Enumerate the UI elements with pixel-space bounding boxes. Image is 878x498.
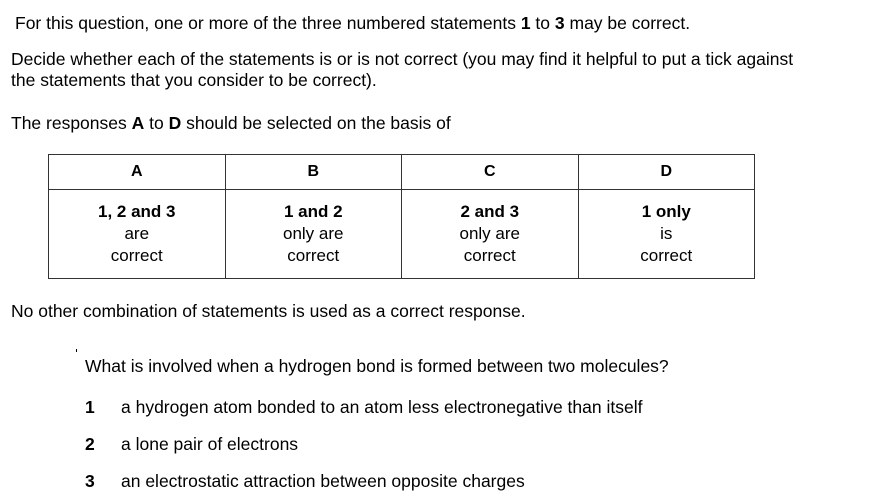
statement-3-text: an electrostatic attraction between opposite charges bbox=[121, 471, 525, 491]
basis-to: to bbox=[144, 113, 169, 133]
statement-1-number: 1 bbox=[85, 397, 95, 417]
response-d-line-1: 1 only bbox=[641, 202, 691, 221]
response-c-line-1: 2 and 3 bbox=[460, 202, 520, 221]
decide-instruction-line-1: Decide whether each of the statements is or is not correct (you may find it helpful to put a tick against bbox=[11, 49, 794, 69]
basis-letter-a: A bbox=[131, 113, 145, 133]
intro-statement-1: 1 bbox=[520, 13, 531, 33]
response-letter-d: D bbox=[578, 155, 755, 190]
basis-prefix: The responses bbox=[11, 113, 132, 133]
response-letter-c: C bbox=[402, 155, 579, 190]
response-b-line-1: 1 and 2 bbox=[283, 202, 343, 221]
statement-2-number: 2 bbox=[85, 434, 95, 454]
no-other-combination-note: No other combination of statements is used as a correct response. bbox=[11, 301, 526, 321]
response-meaning-b bbox=[225, 190, 402, 279]
intro-statement-3: 3 bbox=[554, 13, 565, 33]
response-a-line-3: correct bbox=[110, 246, 163, 265]
response-letter-b: B bbox=[225, 155, 402, 190]
decide-instruction-line-2: the statements that you consider to be correct). bbox=[11, 70, 377, 90]
response-meaning-a bbox=[49, 190, 226, 279]
margin-mark bbox=[76, 349, 77, 352]
response-c-line-3: correct bbox=[463, 246, 516, 265]
intro-prefix: For this question, one or more of the three numbered statements bbox=[15, 13, 521, 33]
response-d-line-3: correct bbox=[640, 246, 693, 265]
basis-suffix: should be selected on the basis of bbox=[181, 113, 451, 133]
response-a-line-1: 1, 2 and 3 bbox=[98, 202, 176, 221]
question-stem: What is involved when a hydrogen bond is formed between two molecules? bbox=[85, 356, 669, 376]
instructions-intro bbox=[15, 13, 690, 33]
response-b-line-2: only are bbox=[283, 224, 344, 243]
response-key-body-row bbox=[49, 190, 755, 279]
response-key-table bbox=[48, 154, 755, 279]
responses-basis-text bbox=[11, 113, 451, 133]
statement-1-text: a hydrogen atom bonded to an atom less electronegative than itself bbox=[121, 397, 643, 417]
intro-suffix: may be correct. bbox=[564, 13, 691, 33]
statement-3-number: 3 bbox=[85, 471, 95, 491]
response-meaning-d bbox=[578, 190, 755, 279]
statement-2-text: a lone pair of electrons bbox=[121, 434, 299, 454]
response-meaning-c bbox=[402, 190, 579, 279]
basis-letter-d: D bbox=[168, 113, 182, 133]
response-a-line-2: are bbox=[124, 224, 150, 243]
response-c-line-2: only are bbox=[459, 224, 520, 243]
response-letter-a: A bbox=[49, 155, 226, 190]
response-b-line-3: correct bbox=[287, 246, 340, 265]
response-key-header-row bbox=[49, 155, 755, 190]
intro-to: to bbox=[530, 13, 555, 33]
response-d-line-2: is bbox=[660, 224, 673, 243]
